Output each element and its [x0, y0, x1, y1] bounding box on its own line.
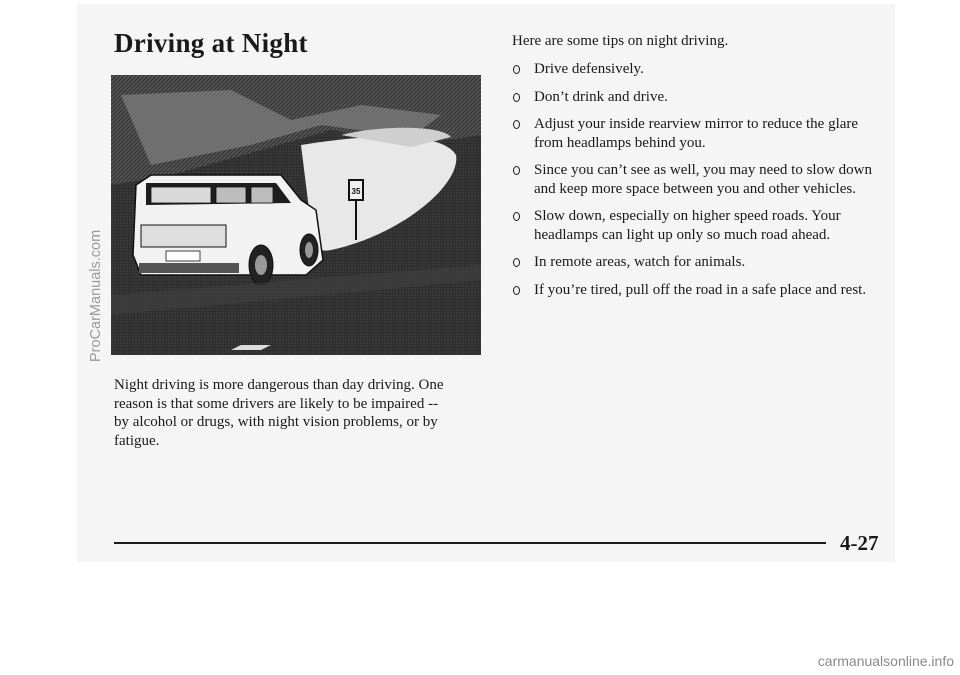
page-number: 4-27: [840, 531, 879, 555]
list-item: [512, 115, 872, 152]
bullet-icon: [513, 212, 520, 221]
tip-text: Since you can’t see as well, you may need to slow down and keep more space between you and other vehicles.: [534, 162, 872, 197]
list-item: [512, 60, 872, 79]
footer-watermark: [706, 653, 954, 669]
side-watermark-text: ProCarManuals.com: [88, 229, 104, 362]
list-item: [512, 253, 872, 272]
bullet-icon: [513, 120, 520, 129]
side-watermark: [88, 100, 104, 362]
tip-text: Drive defensively.: [534, 61, 644, 77]
tip-text: In remote areas, watch for animals.: [534, 254, 746, 270]
bullet-icon: [513, 166, 520, 175]
night-scene-graphic: [111, 75, 481, 355]
intro-paragraph: Night driving is more dangerous than day driving. One reason is that some drivers are likely to be impaired -- by alcohol or drugs, with night vision problems, or by fatigue.: [114, 377, 444, 449]
list-item: [512, 88, 872, 107]
tip-text: Don’t drink and drive.: [534, 88, 668, 105]
page-title: Driving at Night: [114, 28, 308, 58]
night-driving-illustration: [111, 75, 481, 355]
tip-text: If you’re tired, pull off the road in a safe place and rest.: [534, 281, 867, 298]
list-item: [512, 281, 872, 300]
speed-sign-number: 35: [351, 187, 361, 196]
bullet-icon: [513, 286, 520, 295]
tips-intro: Here are some tips on night driving.: [512, 33, 729, 49]
bullet-icon: [513, 258, 520, 267]
list-item: [512, 207, 872, 244]
suv-drawing: [133, 175, 323, 285]
tip-text: Adjust your inside rearview mirror to reduce the glare from headlamps behind you.: [534, 116, 859, 151]
tips-list: [512, 60, 872, 308]
bullet-icon: [513, 93, 520, 102]
bullet-icon: [513, 65, 520, 74]
footer-divider: [114, 542, 826, 544]
list-item: [512, 161, 872, 198]
tip-text: Slow down, especially on higher speed roads. Your headlamps can light up only so much road ahead.: [534, 208, 841, 243]
footer-watermark-text: carmanualsonline.info: [817, 653, 954, 669]
